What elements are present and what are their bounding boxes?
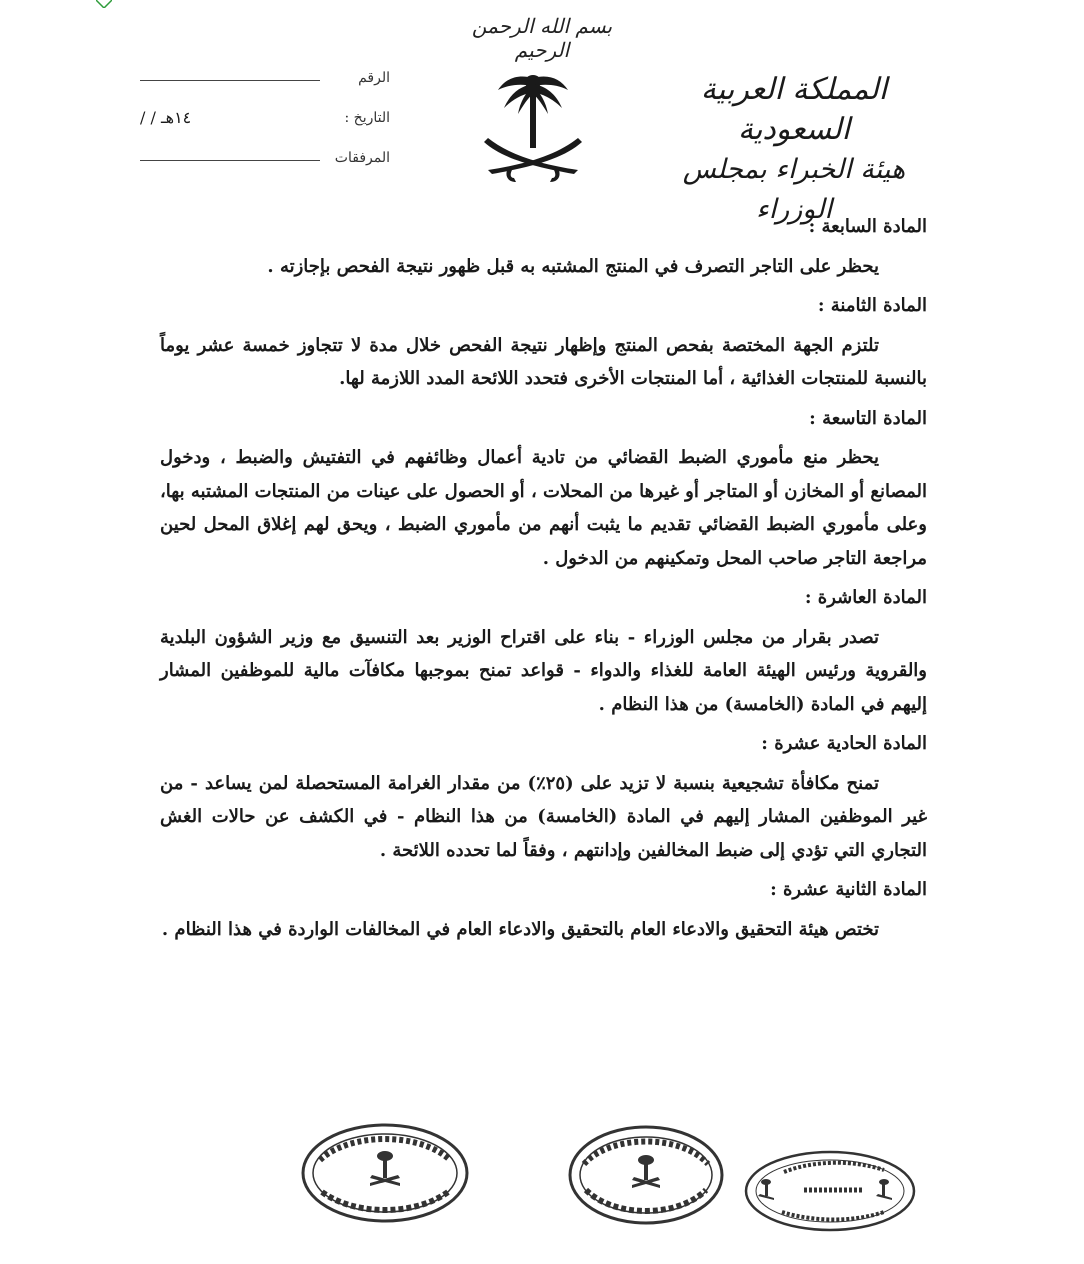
attachments-row <box>140 144 390 184</box>
date-row <box>140 104 390 144</box>
article-12-title: المادة الثانية عشرة : <box>770 879 927 900</box>
articles-body <box>160 207 927 952</box>
reference-line <box>140 80 320 81</box>
article-11-title: المادة الحادية عشرة : <box>761 733 927 754</box>
letter-meta <box>140 64 390 184</box>
stamp-experts-commission <box>300 1122 470 1224</box>
stamp-general-secretariat <box>566 1124 726 1226</box>
article-9-title: المادة التاسعة : <box>809 407 927 429</box>
article-9-text: يحظر منع مأموري الضبط القضائي من تادية أعمال وظائفهم في التفتيش والضبط ، ودخول المصانع أو المخازن أو المتاجر أو غيرها من المحلات ، أو الحصول على عينات من المنتجات المشتبه بها، وعلى مأموري الضبط القضائي تقديم ما يثبت أنهم من مأموري الضبط ، ويحق لهم إغلاق المحل لحين مراجعة التاجر صاحب المحل وتمكينهم من الدخول . <box>160 447 927 569</box>
reference-label: الرقم <box>358 70 390 86</box>
article-7-text: يحظر على التاجر التصرف في المنتج المشتبه به قبل ظهور نتيجة الفحص بإجازته . <box>267 255 879 277</box>
org-line-2: هيئة الخبراء بمجلس الوزراء <box>682 154 906 225</box>
org-line-1: المملكة العربية السعودية <box>700 72 888 147</box>
article-8-text: تلتزم الجهة المختصة بفحص المنتج وإظهار نتيجة الفحص خلال مدة لا تتجاوز خمسة عشر يوماً بالنسبة للمنتجات الغذائية ، أما المنتجات الأخرى فتحدد اللائحة المدد اللازمة لها. <box>160 334 927 389</box>
article-7-title: المادة السابعة : <box>808 216 927 237</box>
article-8-title: المادة الثامنة : <box>817 295 927 316</box>
reference-row <box>140 64 390 104</box>
date-label: التاريخ : <box>344 110 390 126</box>
letterhead-org <box>644 70 944 230</box>
saudi-emblem-icon <box>478 66 588 196</box>
article-10-text: تصدر بقرار من مجلس الوزراء - بناء على اقتراح الوزير بعد التنسيق مع وزير الشؤون البلدية والقروية ورئيس الهيئة العامة للغذاء والدواء - قواعد تمنح بموجبها مكافآت مالية للموظفين المشار إليهم في المادة (الخامسة) من هذا النظام . <box>160 626 927 715</box>
corner-mark <box>96 0 112 8</box>
article-10-title: المادة العاشرة : <box>804 587 927 608</box>
article-11-text: تمنح مكافأة تشجيعية بنسبة لا تزيد على (٢٥٪) من مقدار الغرامة المستحصلة لمن يساعد - من غير الموظفين المشار إليهم في المادة (الخامسة) من هذا النظام - في الكشف عن حالات الغش التجاري التي تؤدي إلى ضبط المخالفين وإدانتهم ، وفقاً لما تحدده اللائحة . <box>160 772 927 861</box>
article-12-text: تختص هيئة التحقيق والادعاء العام بالتحقيق والادعاء العام في المخالفات الواردة في هذا النظام . <box>161 918 879 940</box>
attachments-label: المرفقات <box>334 150 390 166</box>
date-value: / / ١٤هـ <box>140 108 192 127</box>
attachments-line <box>140 160 320 161</box>
basmala: بسم الله الرحمن الرحيم <box>471 14 613 62</box>
stamp-true-copy <box>744 1150 916 1232</box>
